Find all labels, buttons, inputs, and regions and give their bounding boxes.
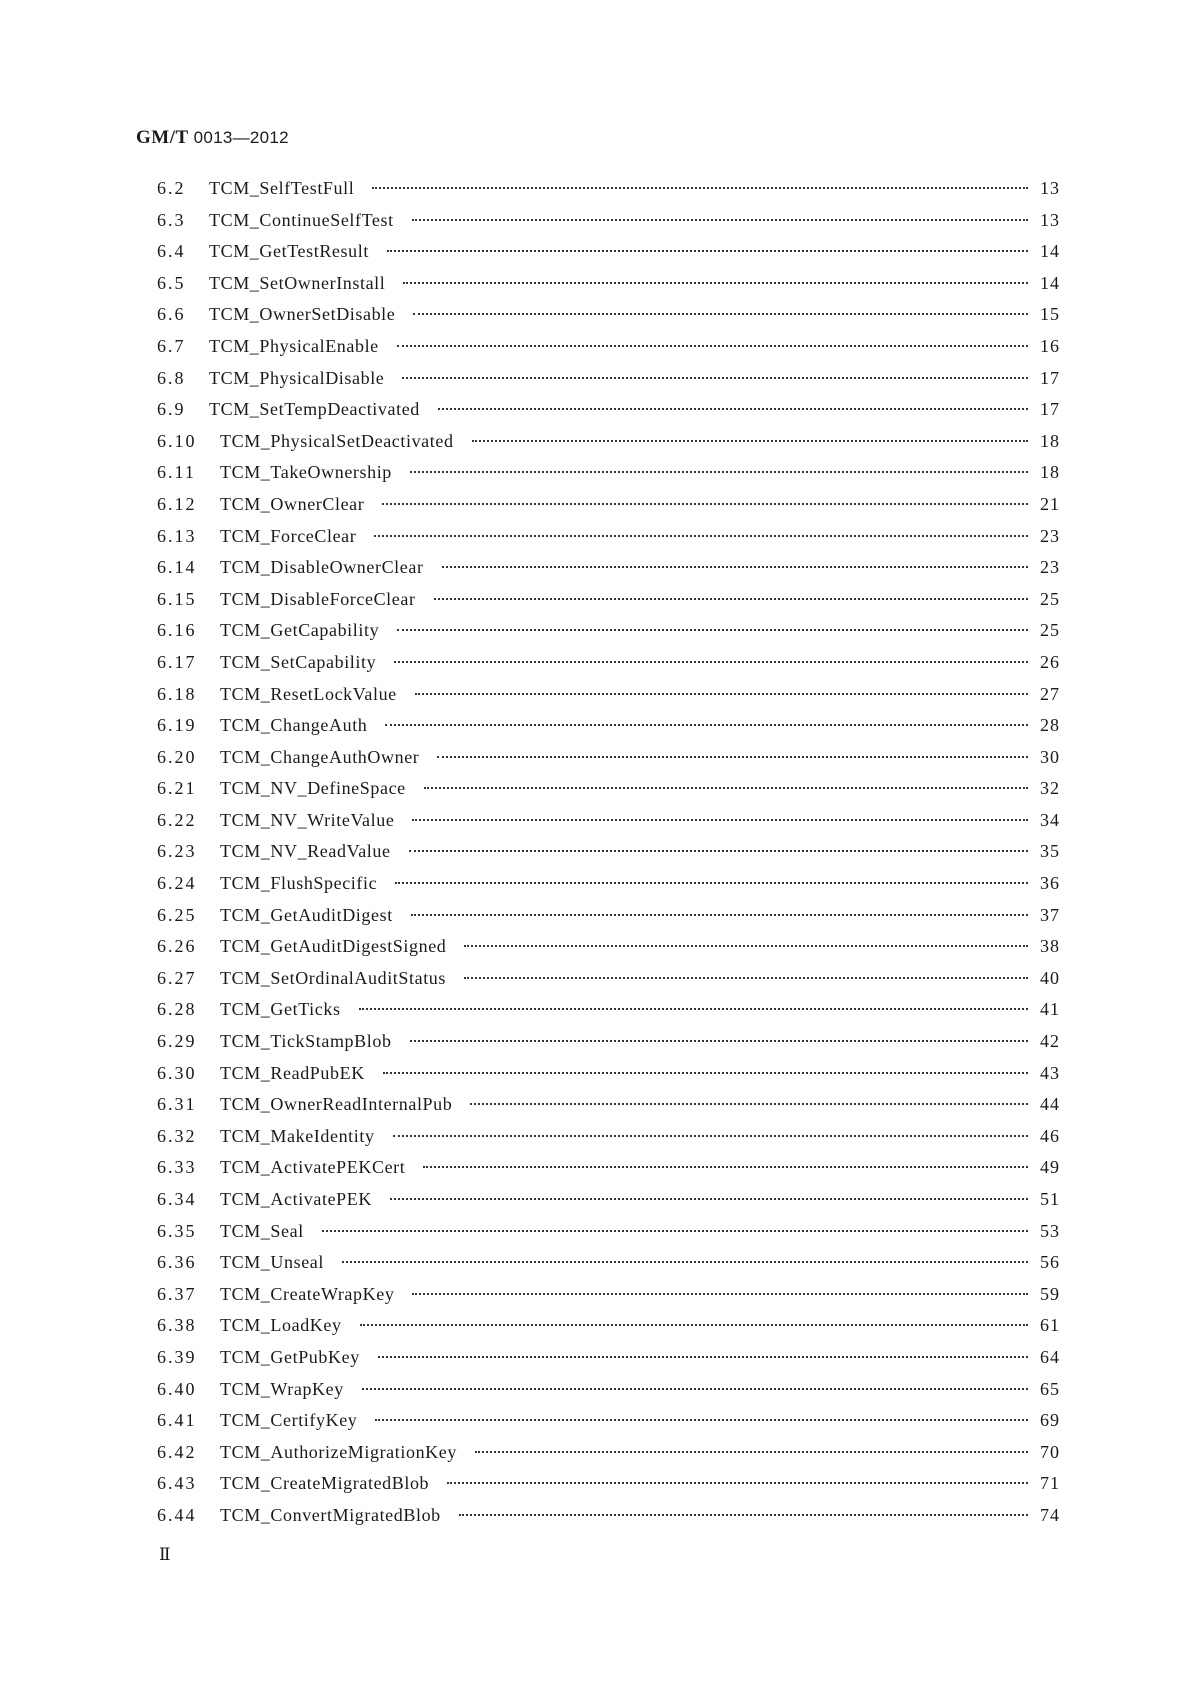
- toc-entry[interactable]: [157, 1031, 1060, 1063]
- toc-title: TCM_SelfTestFull: [209, 178, 355, 198]
- toc-dot-leader: [438, 408, 1028, 410]
- toc-dot-leader: [412, 819, 1028, 821]
- toc-title: TCM_ChangeAuth: [220, 715, 368, 736]
- toc-entry[interactable]: [157, 936, 1060, 968]
- toc-page-number: 34: [1040, 809, 1060, 830]
- toc-entry[interactable]: [157, 652, 1060, 684]
- toc-dot-leader: [378, 1356, 1028, 1358]
- toc-section-number: 6.31: [157, 1094, 197, 1115]
- toc-section-number: 6.13: [157, 525, 197, 546]
- toc-section-number: 6.21: [157, 778, 197, 799]
- toc-title: TCM_SetTempDeactivated: [209, 399, 420, 420]
- toc-page-number: 49: [1040, 1157, 1060, 1178]
- toc-page-number: 30: [1040, 746, 1060, 767]
- toc-entry[interactable]: [157, 368, 1060, 400]
- toc-dot-leader: [472, 440, 1028, 442]
- toc-section-number: 6.20: [157, 746, 197, 767]
- toc-dot-leader: [385, 724, 1028, 726]
- toc-dot-leader: [447, 1482, 1028, 1484]
- toc-dot-leader: [387, 250, 1028, 252]
- toc-title: TCM_ReadPubEK: [220, 1062, 365, 1083]
- toc-page-number: 51: [1040, 1189, 1060, 1209]
- toc-page-number: 26: [1040, 651, 1060, 672]
- toc-title: TCM_GetAuditDigest: [220, 904, 393, 925]
- toc-page-number: 14: [1040, 241, 1060, 262]
- toc-section-number: 6.7: [157, 335, 186, 356]
- toc-entry[interactable]: [157, 810, 1060, 842]
- toc-section-number: 6.12: [157, 493, 197, 514]
- toc-title: TCM_ForceClear: [220, 525, 357, 546]
- toc-dot-leader: [410, 471, 1028, 473]
- toc-section-number: 6.3: [157, 209, 186, 230]
- toc-entry[interactable]: [157, 273, 1060, 305]
- toc-page-number: 56: [1040, 1252, 1060, 1273]
- toc-section-number: 6.11: [157, 462, 196, 483]
- toc-page-number: 36: [1040, 873, 1060, 894]
- toc-entry[interactable]: [157, 241, 1060, 273]
- toc-title: TCM_CertifyKey: [220, 1410, 358, 1431]
- toc-entry[interactable]: [157, 1221, 1060, 1253]
- toc-entry[interactable]: [157, 210, 1060, 242]
- toc-page-number: 17: [1040, 399, 1060, 420]
- toc-title: TCM_GetPubKey: [220, 1346, 360, 1367]
- toc-dot-leader: [437, 756, 1028, 758]
- toc-page-number: 14: [1040, 272, 1060, 293]
- toc-title: TCM_ActivatePEK: [220, 1189, 372, 1209]
- toc-section-number: 6.17: [157, 651, 197, 672]
- toc-section-number: 6.34: [157, 1189, 197, 1209]
- toc-section-number: 6.29: [157, 1031, 197, 1052]
- toc-section-number: 6.40: [157, 1378, 197, 1399]
- toc-dot-leader: [402, 377, 1028, 379]
- toc-section-number: 6.19: [157, 715, 197, 736]
- toc-entry[interactable]: [157, 494, 1060, 526]
- toc-page-number: 23: [1040, 525, 1060, 546]
- toc-title: TCM_LoadKey: [220, 1315, 342, 1336]
- toc-dot-leader: [342, 1261, 1028, 1263]
- toc-dot-leader: [322, 1230, 1028, 1232]
- toc-dot-leader: [415, 693, 1028, 695]
- toc-section-number: 6.44: [157, 1504, 197, 1525]
- toc-entry[interactable]: [157, 1252, 1060, 1284]
- toc-entry[interactable]: [157, 1442, 1060, 1474]
- toc-dot-leader: [390, 1198, 1028, 1200]
- toc-title: TCM_TickStampBlob: [220, 1031, 392, 1052]
- toc-title: TCM_NV_ReadValue: [220, 841, 391, 862]
- toc-page-number: 32: [1040, 778, 1060, 799]
- toc-page-number: 28: [1040, 715, 1060, 736]
- toc-entry[interactable]: [157, 1315, 1060, 1347]
- toc-entry[interactable]: [157, 905, 1060, 937]
- toc-title: TCM_PhysicalSetDeactivated: [220, 430, 454, 451]
- toc-section-number: 6.38: [157, 1315, 197, 1336]
- toc-section-number: 6.32: [157, 1125, 197, 1146]
- standard-code: GM/T: [136, 127, 189, 148]
- toc-entry[interactable]: [157, 747, 1060, 779]
- toc-dot-leader: [397, 345, 1028, 347]
- toc-title: TCM_CreateMigratedBlob: [220, 1473, 430, 1494]
- toc-page-number: 21: [1040, 493, 1060, 514]
- toc-entry[interactable]: [157, 1189, 1060, 1221]
- toc-title: TCM_OwnerReadInternalPub: [220, 1094, 453, 1115]
- toc-entry[interactable]: [157, 841, 1060, 873]
- toc-section-number: 6.39: [157, 1346, 197, 1367]
- toc-dot-leader: [360, 1324, 1028, 1326]
- toc-entry[interactable]: [157, 620, 1060, 652]
- toc-dot-leader: [372, 187, 1028, 189]
- toc-section-number: 6.6: [157, 304, 186, 325]
- toc-page-number: 37: [1040, 904, 1060, 925]
- toc-dot-leader: [382, 503, 1028, 505]
- toc-dot-leader: [475, 1451, 1028, 1453]
- toc-title: TCM_OwnerClear: [220, 493, 365, 514]
- toc-title: TCM_PhysicalDisable: [209, 367, 385, 388]
- toc-title: TCM_DisableForceClear: [220, 588, 416, 609]
- toc-dot-leader: [383, 1072, 1028, 1074]
- toc-section-number: 6.27: [157, 967, 197, 988]
- toc-entry[interactable]: [157, 1284, 1060, 1316]
- toc-dot-leader: [362, 1388, 1028, 1390]
- toc-section-number: 6.16: [157, 620, 197, 641]
- toc-section-number: 6.8: [157, 367, 186, 388]
- toc-title: TCM_MakeIdentity: [220, 1125, 375, 1146]
- toc-dot-leader: [442, 566, 1028, 568]
- toc-title: TCM_ContinueSelfTest: [209, 209, 394, 230]
- toc-section-number: 6.41: [157, 1410, 197, 1431]
- toc-page-number: 40: [1040, 967, 1060, 988]
- toc-page-number: 44: [1040, 1094, 1060, 1115]
- toc-dot-leader: [359, 1008, 1028, 1010]
- toc-dot-leader: [410, 1040, 1028, 1042]
- toc-dot-leader: [409, 850, 1028, 852]
- table-of-contents: [157, 178, 1060, 1537]
- toc-title: TCM_ActivatePEKCert: [220, 1157, 406, 1178]
- toc-dot-leader: [423, 1166, 1028, 1168]
- toc-page-number: 13: [1040, 209, 1060, 230]
- toc-dot-leader: [395, 882, 1028, 884]
- toc-page-number: 16: [1040, 335, 1060, 356]
- toc-page-number: 53: [1040, 1220, 1060, 1241]
- toc-page-number: 71: [1040, 1473, 1060, 1494]
- toc-dot-leader: [375, 1419, 1028, 1421]
- toc-page-number: 41: [1040, 999, 1060, 1020]
- toc-section-number: 6.23: [157, 841, 197, 862]
- toc-page-number: 61: [1040, 1315, 1060, 1336]
- toc-page-number: 43: [1040, 1062, 1060, 1083]
- toc-entry[interactable]: [157, 1410, 1060, 1442]
- toc-section-number: 6.24: [157, 873, 197, 894]
- toc-entry[interactable]: [157, 1157, 1060, 1189]
- toc-section-number: 6.33: [157, 1157, 197, 1178]
- toc-dot-leader: [470, 1103, 1028, 1105]
- toc-entry[interactable]: [157, 336, 1060, 368]
- toc-entry[interactable]: [157, 1505, 1060, 1537]
- toc-title: TCM_NV_WriteValue: [220, 809, 395, 830]
- toc-page-number: 64: [1040, 1346, 1060, 1367]
- toc-section-number: 6.37: [157, 1283, 197, 1304]
- toc-dot-leader: [394, 661, 1028, 663]
- toc-section-number: 6.35: [157, 1220, 197, 1241]
- toc-page-number: 42: [1040, 1031, 1060, 1052]
- toc-entry[interactable]: [157, 304, 1060, 336]
- toc-entry[interactable]: [157, 778, 1060, 810]
- toc-entry[interactable]: [157, 1126, 1060, 1158]
- toc-title: TCM_ConvertMigratedBlob: [220, 1504, 441, 1525]
- page-number-footer: Ⅱ: [159, 1545, 172, 1564]
- toc-entry[interactable]: [157, 715, 1060, 747]
- toc-entry[interactable]: [157, 399, 1060, 431]
- toc-dot-leader: [412, 1293, 1028, 1295]
- toc-title: TCM_TakeOwnership: [220, 462, 392, 483]
- toc-title: TCM_Seal: [220, 1220, 304, 1241]
- toc-title: TCM_WrapKey: [220, 1378, 344, 1399]
- toc-title: TCM_NV_DefineSpace: [220, 778, 406, 799]
- toc-entry[interactable]: [157, 999, 1060, 1031]
- document-header: [136, 127, 289, 149]
- toc-page-number: 69: [1040, 1410, 1060, 1431]
- toc-page-number: 70: [1040, 1441, 1060, 1462]
- toc-section-number: 6.22: [157, 809, 197, 830]
- toc-section-number: 6.43: [157, 1473, 197, 1494]
- toc-dot-leader: [397, 629, 1028, 631]
- toc-title: TCM_ChangeAuthOwner: [220, 746, 420, 767]
- toc-page-number: 25: [1040, 620, 1060, 641]
- toc-page-number: 25: [1040, 588, 1060, 609]
- toc-page-number: 35: [1040, 841, 1060, 862]
- toc-section-number: 6.5: [157, 272, 186, 293]
- toc-section-number: 6.26: [157, 936, 197, 957]
- toc-page-number: 23: [1040, 557, 1060, 578]
- toc-dot-leader: [464, 977, 1028, 979]
- toc-entry[interactable]: [157, 968, 1060, 1000]
- toc-page-number: 27: [1040, 683, 1060, 704]
- toc-section-number: 6.2: [157, 178, 186, 198]
- toc-page-number: 18: [1040, 430, 1060, 451]
- toc-page-number: 15: [1040, 304, 1060, 325]
- toc-entry[interactable]: [157, 873, 1060, 905]
- toc-page-number: 46: [1040, 1125, 1060, 1146]
- toc-page-number: 65: [1040, 1378, 1060, 1399]
- toc-dot-leader: [411, 914, 1028, 916]
- toc-page-number: 74: [1040, 1504, 1060, 1525]
- toc-section-number: 6.9: [157, 399, 186, 420]
- toc-dot-leader: [464, 945, 1028, 947]
- toc-section-number: 6.25: [157, 904, 197, 925]
- toc-entry[interactable]: [157, 178, 1060, 210]
- toc-title: TCM_DisableOwnerClear: [220, 557, 424, 578]
- toc-entry[interactable]: [157, 1094, 1060, 1126]
- toc-dot-leader: [413, 313, 1028, 315]
- toc-entry[interactable]: [157, 684, 1060, 716]
- toc-section-number: 6.15: [157, 588, 197, 609]
- toc-section-number: 6.30: [157, 1062, 197, 1083]
- toc-page-number: 18: [1040, 462, 1060, 483]
- toc-entry[interactable]: [157, 1063, 1060, 1095]
- toc-section-number: 6.10: [157, 430, 197, 451]
- toc-title: TCM_FlushSpecific: [220, 873, 378, 894]
- toc-entry[interactable]: [157, 1379, 1060, 1411]
- toc-title: TCM_SetOwnerInstall: [209, 272, 386, 293]
- toc-dot-leader: [403, 282, 1028, 284]
- standard-number: 0013—2012: [193, 128, 289, 147]
- toc-entry[interactable]: [157, 526, 1060, 558]
- toc-dot-leader: [412, 219, 1028, 221]
- toc-dot-leader: [459, 1514, 1028, 1516]
- toc-title: TCM_GetTicks: [220, 999, 341, 1020]
- toc-section-number: 6.14: [157, 557, 197, 578]
- toc-title: TCM_GetTestResult: [209, 241, 369, 262]
- toc-title: TCM_OwnerSetDisable: [209, 304, 396, 325]
- toc-title: TCM_AuthorizeMigrationKey: [220, 1441, 457, 1462]
- toc-title: TCM_SetCapability: [220, 651, 377, 672]
- toc-title: TCM_GetAuditDigestSigned: [220, 936, 447, 957]
- toc-dot-leader: [434, 598, 1028, 600]
- toc-entry[interactable]: [157, 589, 1060, 621]
- toc-title: TCM_Unseal: [220, 1252, 324, 1273]
- toc-section-number: 6.18: [157, 683, 197, 704]
- toc-page-number: 13: [1040, 178, 1060, 198]
- toc-page-number: 38: [1040, 936, 1060, 957]
- toc-entry[interactable]: [157, 431, 1060, 463]
- toc-section-number: 6.4: [157, 241, 186, 262]
- toc-dot-leader: [424, 787, 1028, 789]
- toc-title: TCM_GetCapability: [220, 620, 380, 641]
- toc-page-number: 59: [1040, 1283, 1060, 1304]
- toc-section-number: 6.28: [157, 999, 197, 1020]
- toc-page-number: 17: [1040, 367, 1060, 388]
- toc-entry[interactable]: [157, 462, 1060, 494]
- toc-title: TCM_CreateWrapKey: [220, 1283, 395, 1304]
- toc-entry[interactable]: [157, 557, 1060, 589]
- toc-section-number: 6.36: [157, 1252, 197, 1273]
- toc-title: TCM_SetOrdinalAuditStatus: [220, 967, 446, 988]
- toc-title: TCM_ResetLockValue: [220, 683, 397, 704]
- toc-entry[interactable]: [157, 1473, 1060, 1505]
- toc-dot-leader: [393, 1135, 1028, 1137]
- toc-entry[interactable]: [157, 1347, 1060, 1379]
- toc-section-number: 6.42: [157, 1441, 197, 1462]
- toc-title: TCM_PhysicalEnable: [209, 335, 379, 356]
- toc-dot-leader: [374, 535, 1028, 537]
